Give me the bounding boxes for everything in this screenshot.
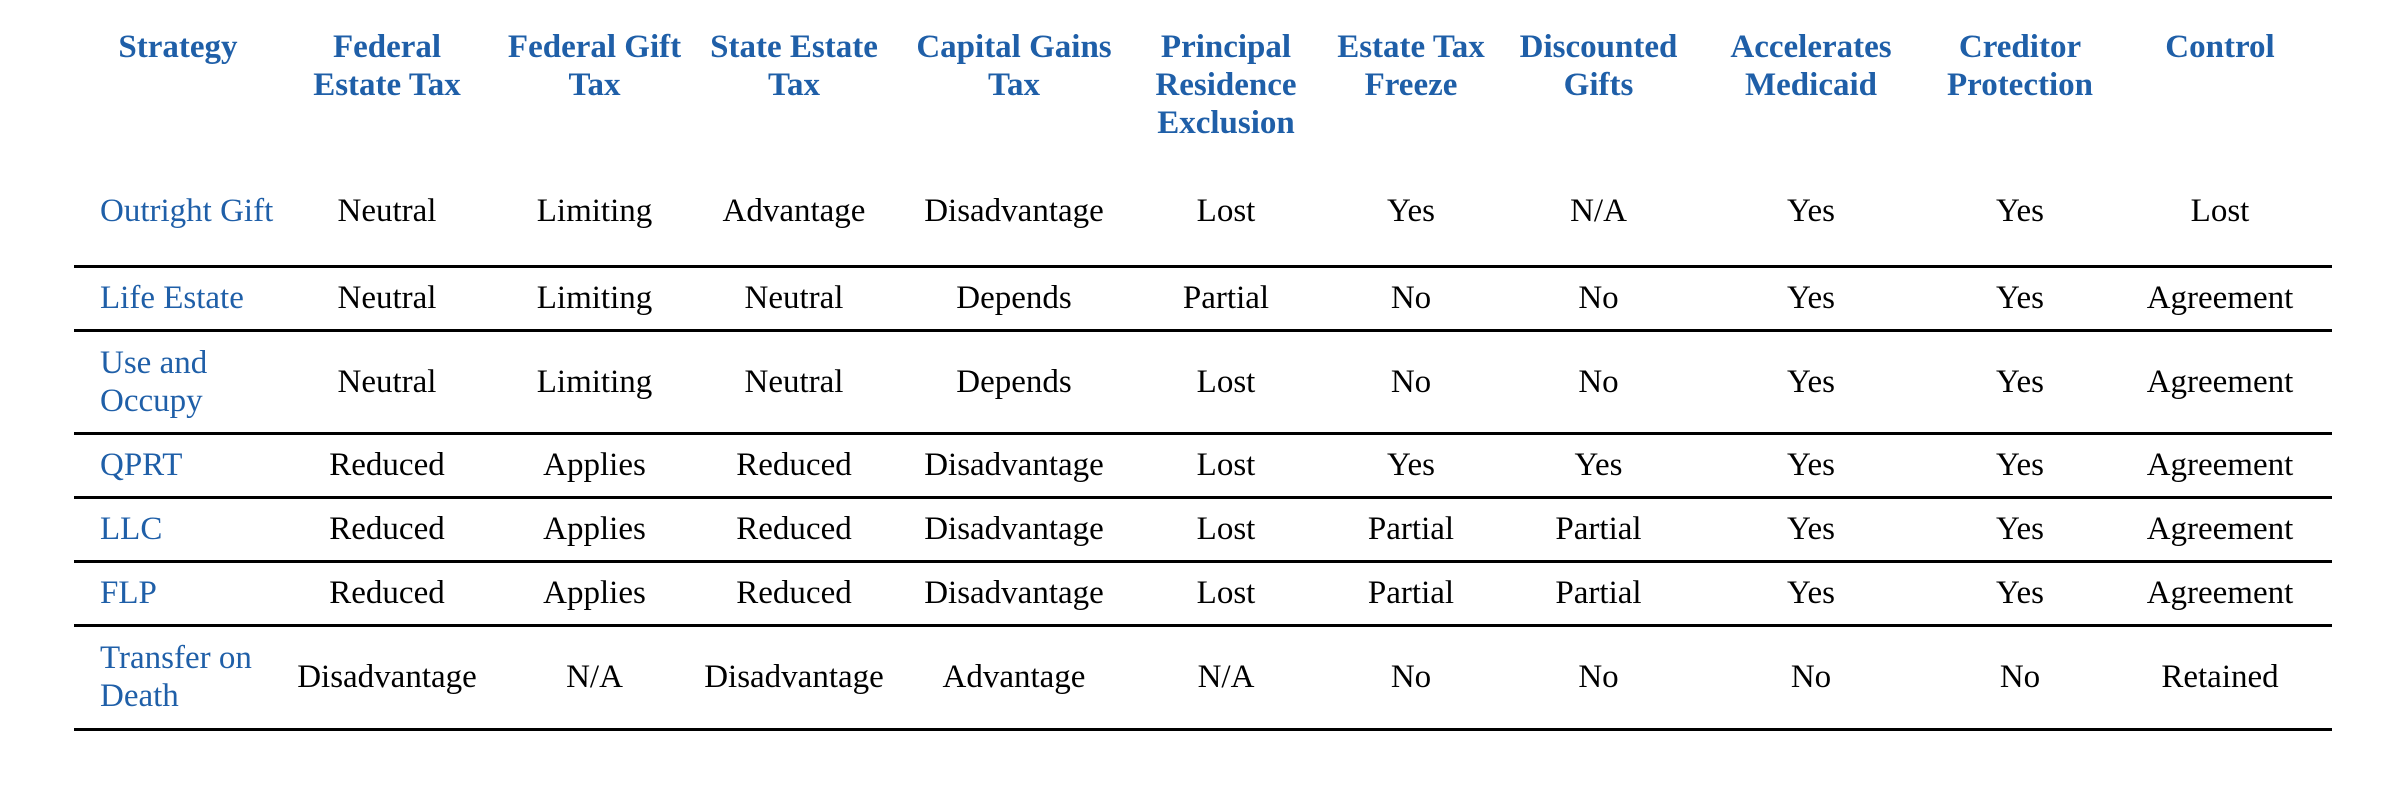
table-row [74,561,2332,625]
table-cell: No [1578,659,1619,695]
table-cell: Yes [1786,193,1836,230]
table-row [74,330,2332,433]
table-cell: Partial [1367,575,1455,611]
table-cell: N/A [1197,659,1255,695]
table-cell: Disadvantage [924,193,1104,230]
table-cell: Advantage [942,659,1086,695]
table-cell: Agreement [2146,447,2294,483]
table-cell: No [1999,659,2041,695]
table-cell: Agreement [2146,575,2294,611]
table-cell: Partial [1555,575,1642,611]
table-cell: Neutral [337,363,437,400]
table-cell: Yes [1995,193,2045,230]
table-cell: Retained [2161,659,2279,695]
column-header-accelerates-medicaid: Accelerates Medicaid [1730,29,1892,103]
table-cell: Lost [1196,511,1256,547]
table-cell: Disadvantage [924,447,1104,483]
table-cell: Yes [1786,280,1836,316]
table-cell: Neutral [744,363,844,400]
row-strategy-name: QPRT [100,447,183,483]
row-strategy-name: Use and Occupy [100,344,208,419]
table-cell: Yes [1995,447,2045,483]
column-header-strategy: Strategy [118,29,238,65]
table-cell: Yes [1786,447,1836,483]
table-cell: No [1578,363,1619,400]
table-cell: Reduced [329,575,445,611]
table-cell: No [1390,659,1432,695]
table-cell: Yes [1786,511,1836,547]
table-cell: No [1390,363,1432,400]
table-cell: Neutral [337,280,437,316]
table-cell: Disadvantage [704,659,884,695]
table-cell: Lost [2190,193,2250,230]
strategy-comparison-table [74,22,2332,731]
table-cell: Applies [543,575,646,611]
table-cell: No [1578,280,1619,316]
row-strategy-name: Outright Gift [100,193,274,230]
column-header-federal-gift-tax: Federal Gift Tax [507,29,682,103]
table-cell: Reduced [329,447,445,483]
row-strategy-name: Transfer on Death [100,640,252,714]
row-strategy-name: Life Estate [100,280,244,316]
column-header-estate-tax-freeze: Estate Tax Freeze [1337,29,1485,103]
column-header-creditor-protection: Creditor Protection [1946,29,2093,103]
table-cell: Reduced [736,575,852,611]
table-cell: Partial [1182,280,1270,316]
table-cell: Disadvantage [924,575,1104,611]
table-cell: Yes [1786,363,1836,400]
table-cell: Lost [1196,363,1256,400]
table-cell: Applies [543,447,646,483]
table-cell: Agreement [2146,363,2294,400]
table-row [74,266,2332,330]
table-cell: Yes [1786,575,1836,611]
column-header-principal-residence-exclusion: Principal Residence Exclusion [1155,29,1297,141]
table-cell: Applies [543,511,646,547]
table-cell: Disadvantage [297,659,477,695]
column-header-control: Control [2165,29,2275,65]
table-cell: Yes [1386,193,1436,230]
column-header-capital-gains-tax: Capital Gains Tax [916,29,1112,103]
table-cell: Yes [1574,447,1623,483]
column-header-state-estate-tax: State Estate Tax [710,29,878,103]
table-cell: Limiting [536,363,653,400]
table-cell: Yes [1995,280,2045,316]
table-cell: Partial [1367,511,1455,547]
table-row [74,433,2332,497]
table-cell: Limiting [536,280,653,316]
table-cell: Yes [1995,511,2045,547]
table-cell: No [1790,659,1832,695]
table-cell: Reduced [736,447,852,483]
table-cell: Disadvantage [924,511,1104,547]
table-cell: Neutral [337,193,437,230]
table-cell: Yes [1995,575,2045,611]
table-row [74,158,2332,266]
table-cell: Neutral [744,280,844,316]
row-strategy-name: LLC [100,511,163,547]
table-cell: Depends [956,280,1072,316]
table-cell: Advantage [722,193,866,230]
column-header-federal-estate-tax: Federal Estate Tax [313,29,461,103]
strategy-comparison-table-container [74,22,2332,731]
table-cell: Agreement [2146,280,2294,316]
table-row [74,625,2332,729]
table-cell: Reduced [329,511,445,547]
table-cell: Yes [1995,363,2045,400]
table-header-row [74,22,2332,158]
table-cell: Partial [1555,511,1642,547]
table-body [74,158,2332,729]
table-cell: Yes [1386,447,1436,483]
table-cell: Lost [1196,447,1256,483]
table-cell: Lost [1196,193,1256,230]
row-strategy-name: FLP [100,575,157,611]
column-header-discounted-gifts: Discounted Gifts [1519,29,1678,103]
table-cell: Agreement [2146,511,2294,547]
table-cell: Reduced [736,511,852,547]
table-cell: Limiting [536,193,653,230]
table-cell: N/A [566,659,623,695]
table-row [74,497,2332,561]
table-cell: No [1390,280,1432,316]
table-cell: N/A [1570,193,1627,230]
table-cell: Lost [1196,575,1256,611]
table-cell: Depends [956,363,1072,400]
